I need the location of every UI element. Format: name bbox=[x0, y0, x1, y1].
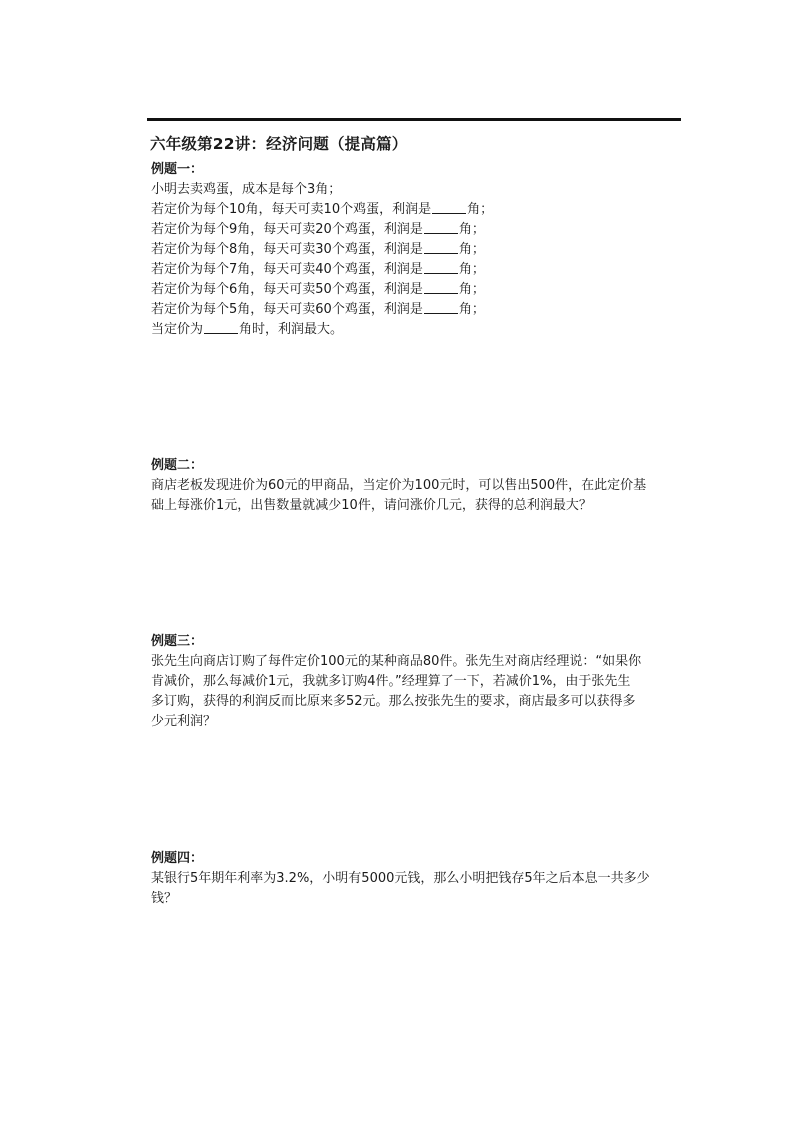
answer-blank[interactable] bbox=[424, 220, 458, 234]
example-1-line-7: 若定价为每个5角，每天可卖60个鸡蛋，利润是 角； bbox=[151, 302, 485, 317]
answer-blank[interactable] bbox=[204, 320, 238, 334]
example-3-line-4: 少元利润？ bbox=[151, 714, 217, 729]
example-4-line-1: 某银行5年期年利率为3.2%，小明有5000元钱，那么小明把钱存5年之后本息一共多少 bbox=[151, 871, 650, 886]
example-1-line-5: 若定价为每个7角，每天可卖40个鸡蛋，利润是 角； bbox=[151, 262, 485, 277]
example-3-line-2: 肯减价，那么每减价1元，我就多订购4件。”经理算了一下，若减价1%，由于张先生 bbox=[151, 674, 631, 689]
answer-blank[interactable] bbox=[424, 300, 458, 314]
example-2-line-1: 商店老板发现进价为60元的甲商品，当定价为100元时，可以售出500件，在此定价基 bbox=[151, 478, 647, 493]
example-1-line-8: 当定价为 角时，利润最大。 bbox=[151, 322, 344, 337]
answer-blank[interactable] bbox=[424, 240, 458, 254]
example-1 bbox=[151, 160, 691, 340]
example-1-line-6: 若定价为每个6角，每天可卖50个鸡蛋，利润是 角； bbox=[151, 282, 485, 297]
example-3-line-3: 多订购，获得的利润反而比原来多52元。那么按张先生的要求，商店最多可以获得多 bbox=[151, 694, 636, 709]
example-1-line-3: 若定价为每个9角，每天可卖20个鸡蛋，利润是 角； bbox=[151, 222, 485, 237]
example-4-heading: 例题四： bbox=[151, 851, 204, 866]
example-2 bbox=[151, 456, 691, 516]
answer-blank[interactable] bbox=[432, 200, 466, 214]
example-3 bbox=[151, 632, 691, 732]
answer-blank[interactable] bbox=[424, 280, 458, 294]
example-4 bbox=[151, 849, 691, 909]
example-2-line-2: 础上每涨价1元，出售数量就减少10件，请问涨价几元，获得的总利润最大？ bbox=[151, 498, 592, 513]
answer-blank[interactable] bbox=[424, 260, 458, 274]
example-3-line-1: 张先生向商店订购了每件定价100元的某种商品80件。张先生对商店经理说：“如果你 bbox=[151, 654, 642, 669]
header-rule bbox=[147, 118, 681, 121]
example-1-line-4: 若定价为每个8角，每天可卖30个鸡蛋，利润是 角； bbox=[151, 242, 485, 257]
example-1-line-2: 若定价为每个10角，每天可卖10个鸡蛋，利润是 角； bbox=[151, 202, 494, 217]
example-1-line-1: 小明去卖鸡蛋，成本是每个3角； bbox=[151, 182, 342, 197]
example-4-line-2: 钱？ bbox=[151, 891, 178, 906]
page-title: 六年级第22讲：经济问题（提高篇） bbox=[150, 135, 408, 153]
example-3-heading: 例题三： bbox=[151, 634, 204, 649]
example-2-heading: 例题二： bbox=[151, 458, 204, 473]
example-1-heading: 例题一： bbox=[151, 162, 204, 177]
